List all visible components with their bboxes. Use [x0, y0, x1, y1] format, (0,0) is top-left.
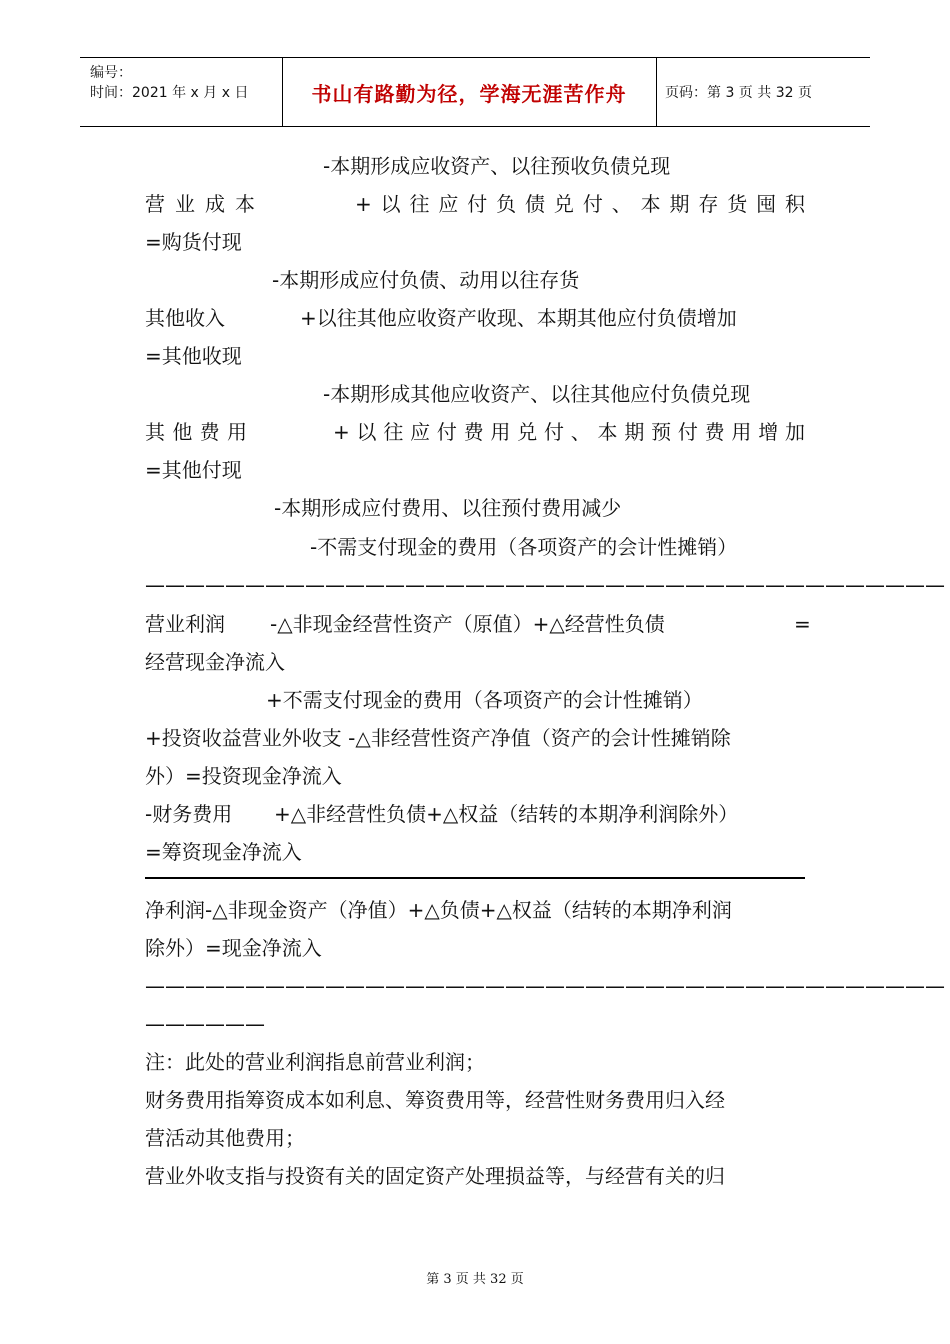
text-line: 其他费用	[145, 420, 247, 444]
note-line: 财务费用指筹资成本如利息、筹资费用等，经营性财务费用归入经	[145, 1088, 725, 1112]
text-line: 其他收入	[145, 306, 225, 330]
text-line: 净利润-△非现金资产（净值）+△负债+△权益（结转的本期净利润	[145, 898, 732, 922]
text-line: +投资收益营业外收支 -△非经营性资产净值（资产的会计性摊销除	[145, 726, 731, 750]
text-line: -本期形成应付费用、以往预付费用减少	[274, 496, 622, 520]
dash-separator: ——————	[145, 1012, 265, 1036]
text-line: +以往其他应收资产收现、本期其他应付负债增加	[300, 306, 737, 330]
text-line: +△非经营性负债+△权益（结转的本期净利润除外）	[274, 802, 739, 826]
text-line: -△非现金经营性资产（原值）+△经营性负债	[270, 612, 665, 636]
solid-rule	[145, 877, 805, 879]
date-label: 时间：2021 年 x 月 x 日	[90, 85, 249, 101]
note-line: 注：此处的营业利润指息前营业利润；	[145, 1050, 485, 1074]
text-line: -本期形成应收资产、以往预收负债兑现	[323, 154, 671, 178]
header-page-cell	[657, 58, 870, 126]
text-line: -财务费用	[145, 802, 233, 826]
text-line: =	[794, 612, 811, 636]
note-line: 营活动其他费用；	[145, 1126, 305, 1150]
text-line: -不需支付现金的费用（各项资产的会计性摊销）	[310, 535, 738, 559]
page-header	[80, 57, 870, 127]
dash-separator: ————————————————————————————————————————	[145, 573, 945, 597]
page-footer: 第 3 页 共 32 页	[426, 1272, 524, 1287]
header-motto-cell	[282, 58, 657, 126]
header-meta-cell	[80, 58, 283, 126]
text-line: =筹资现金净流入	[145, 840, 302, 864]
dash-separator: ————————————————————————————————————————	[145, 974, 945, 998]
text-line: 外）=投资现金净流入	[145, 764, 342, 788]
text-line: -本期形成其他应收资产、以往其他应付负债兑现	[323, 382, 751, 406]
text-line: 营业利润	[145, 612, 225, 636]
number-label: 编号：	[90, 65, 132, 81]
text-line: 营业成本	[145, 192, 255, 216]
text-line: 除外）=现金净流入	[145, 936, 322, 960]
note-line: 营业外收支指与投资有关的固定资产处理损益等，与经营有关的归	[145, 1164, 725, 1188]
text-line: 经营现金净流入	[145, 650, 285, 674]
text-line: +以往应付负债兑付、本期存货囤积	[355, 192, 805, 216]
page-label: 页码：第 3 页 共 32 页	[665, 85, 812, 101]
motto-text: 书山有路勤为径，学海无涯苦作舟	[311, 82, 627, 106]
text-line: +以往应付费用兑付、本期预付费用增加	[333, 420, 805, 444]
text-line: =购货付现	[145, 230, 242, 254]
text-line: -本期形成应付负债、动用以往存货	[272, 268, 580, 292]
text-line: +不需支付现金的费用（各项资产的会计性摊销）	[266, 688, 703, 712]
text-line: =其他收现	[145, 344, 242, 368]
text-line: =其他付现	[145, 458, 242, 482]
